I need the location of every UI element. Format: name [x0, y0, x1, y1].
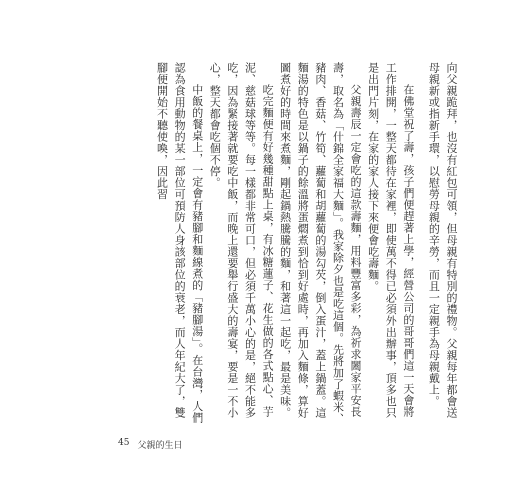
- chapter-title: 父親的生日: [137, 441, 183, 451]
- paragraph-4: 吃完麵便有好幾種甜點上桌，有冰糖蓮子、花生做的各式點心、芋泥、慈菇球等等。每一樣都非常可口，但必須千萬小心的是，絕不能多吃，因為緊接著就要吃中飯，而晚上還要舉行盛大的壽宴，要是一不小心，整天都會吃個不停。: [208, 62, 275, 419]
- vertical-text-body: [60, 62, 460, 428]
- page-footer: [118, 438, 182, 451]
- paragraph-5: 中飯的餐桌上，一定會有豬腳和麵線煮的「豬腳湯」。在台灣，人們認為食用動物的某一部位可預防人身該部位的衰老，而人年紀大了，雙腳便開始不聽使喚，因此習: [155, 62, 204, 424]
- paragraph-1: 向父親跪拜，也沒有紅包可領，但母親有特別的禮物。父親每年都會送母親新或指新手環，以慰勞母親的辛勞，而且一定親手為母親戴上。: [427, 62, 458, 419]
- paragraph-2: 在佛堂祝了壽，孩子們便趕著上學，經營公司的哥哥們這一天會將工作排開，一整天都待在家裡，即使萬不得已必須外出辦事，頂多也只是出門片刻，在家的家人接下來便會吃壽麵。: [366, 62, 415, 419]
- paragraph-3: 父親壽辰一定會吃的這款壽麵，用料豐富多彩，為祈求闔家平安長壽，取名為「什錦全家福大麵」。我家除夕也是吃這個。先將加了蝦米、豬肉、香菇、竹筍、蘿蔔和胡蘿蔔的湯勾芡，倒入蛋汁，蓋上鍋蓋。這麵湯的特色是以鍋子的餘溫將蛋燜煮到恰到好處時，再加入麵條，算好圖煮好的時間來煮麵，剛起鍋熱騰騰的麵，和著這一起吃，最是美味。: [278, 62, 363, 425]
- page-number: 45: [118, 438, 130, 448]
